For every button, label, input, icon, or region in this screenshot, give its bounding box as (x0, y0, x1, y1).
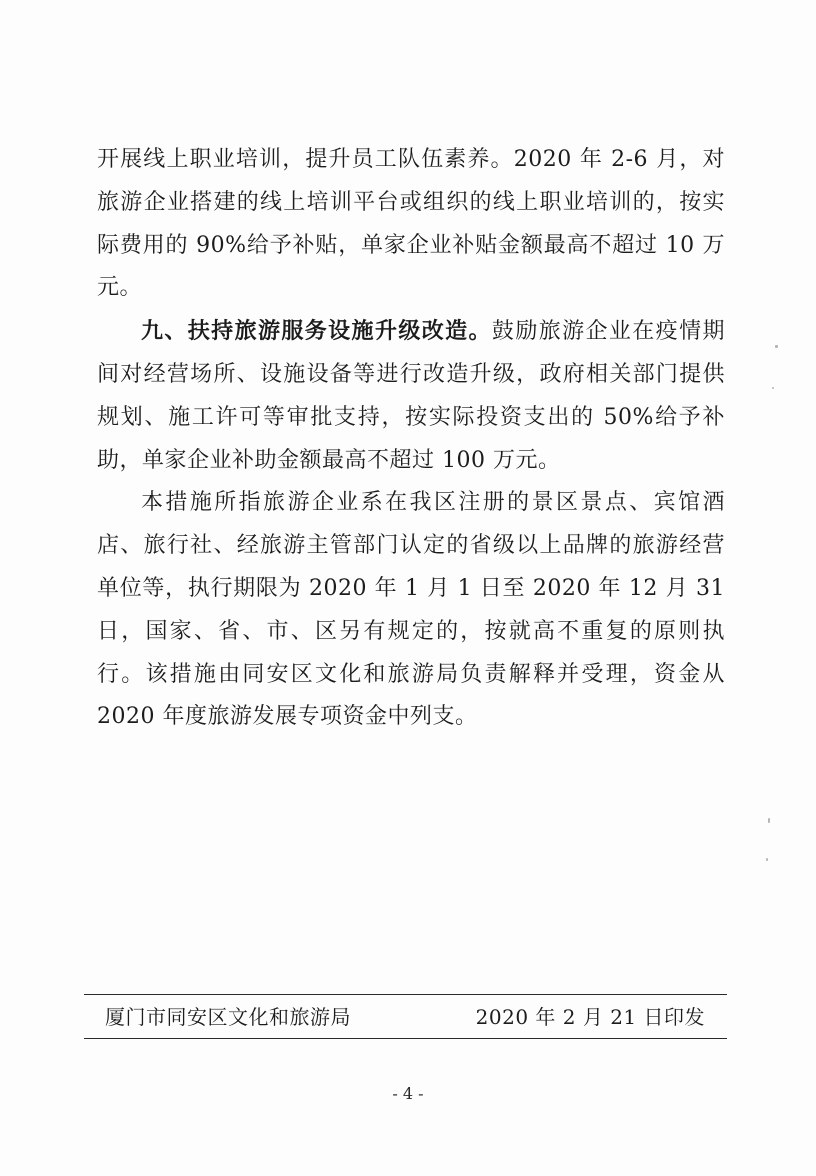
issuance-footer (105, 1000, 705, 1034)
issuing-authority: 厦门市同安区文化和旅游局 (105, 1005, 351, 1029)
section-nine-body: 鼓励旅游企业在疫情期间对经营场所、设施设备等进行改造升级，政府相关部门提供规划、施工许可等审批支持，按实际投资支出的 50%给予补助，单家企业补助金额最高不超过 100 万元。 (97, 319, 725, 473)
paragraph-training-subsidy: 开展线上职业培训，提升员工队伍素养。2020 年 2-6 月，对旅游企业搭建的线上培训平台或组织的线上职业培训的，按实际费用的 90%给予补贴，单家企业补贴金额最高不超过 10 万元。 (97, 147, 725, 301)
scan-speck (768, 818, 770, 823)
footer-top-rule (84, 994, 727, 995)
footer-bottom-rule (84, 1038, 727, 1039)
issue-date: 2020 年 2 月 21 日印发 (475, 1005, 705, 1029)
page-number: - 4 - (392, 1084, 424, 1103)
scan-speck (772, 387, 774, 389)
scan-speck (766, 858, 768, 861)
section-heading-nine: 九、扶持旅游服务设施升级改造。 (141, 318, 492, 345)
paragraph-scope-and-term: 本措施所指旅游企业系在我区注册的景区景点、宾馆酒店、旅行社、经旅游主管部门认定的省级以上品牌的旅游经营单位等，执行期限为 2020 年 1 月 1 日至 2020 年 12 月 31 日，国家、省、市、区另有规定的，按就高不重复的原则执行。该措施由同安区文化和旅游局负责解释并受理，资金从 2020 年度旅游发展专项资金中列支。 (97, 490, 725, 730)
document-body (97, 139, 725, 739)
scan-speck (775, 345, 778, 348)
paragraph-facility-upgrade (97, 310, 725, 482)
